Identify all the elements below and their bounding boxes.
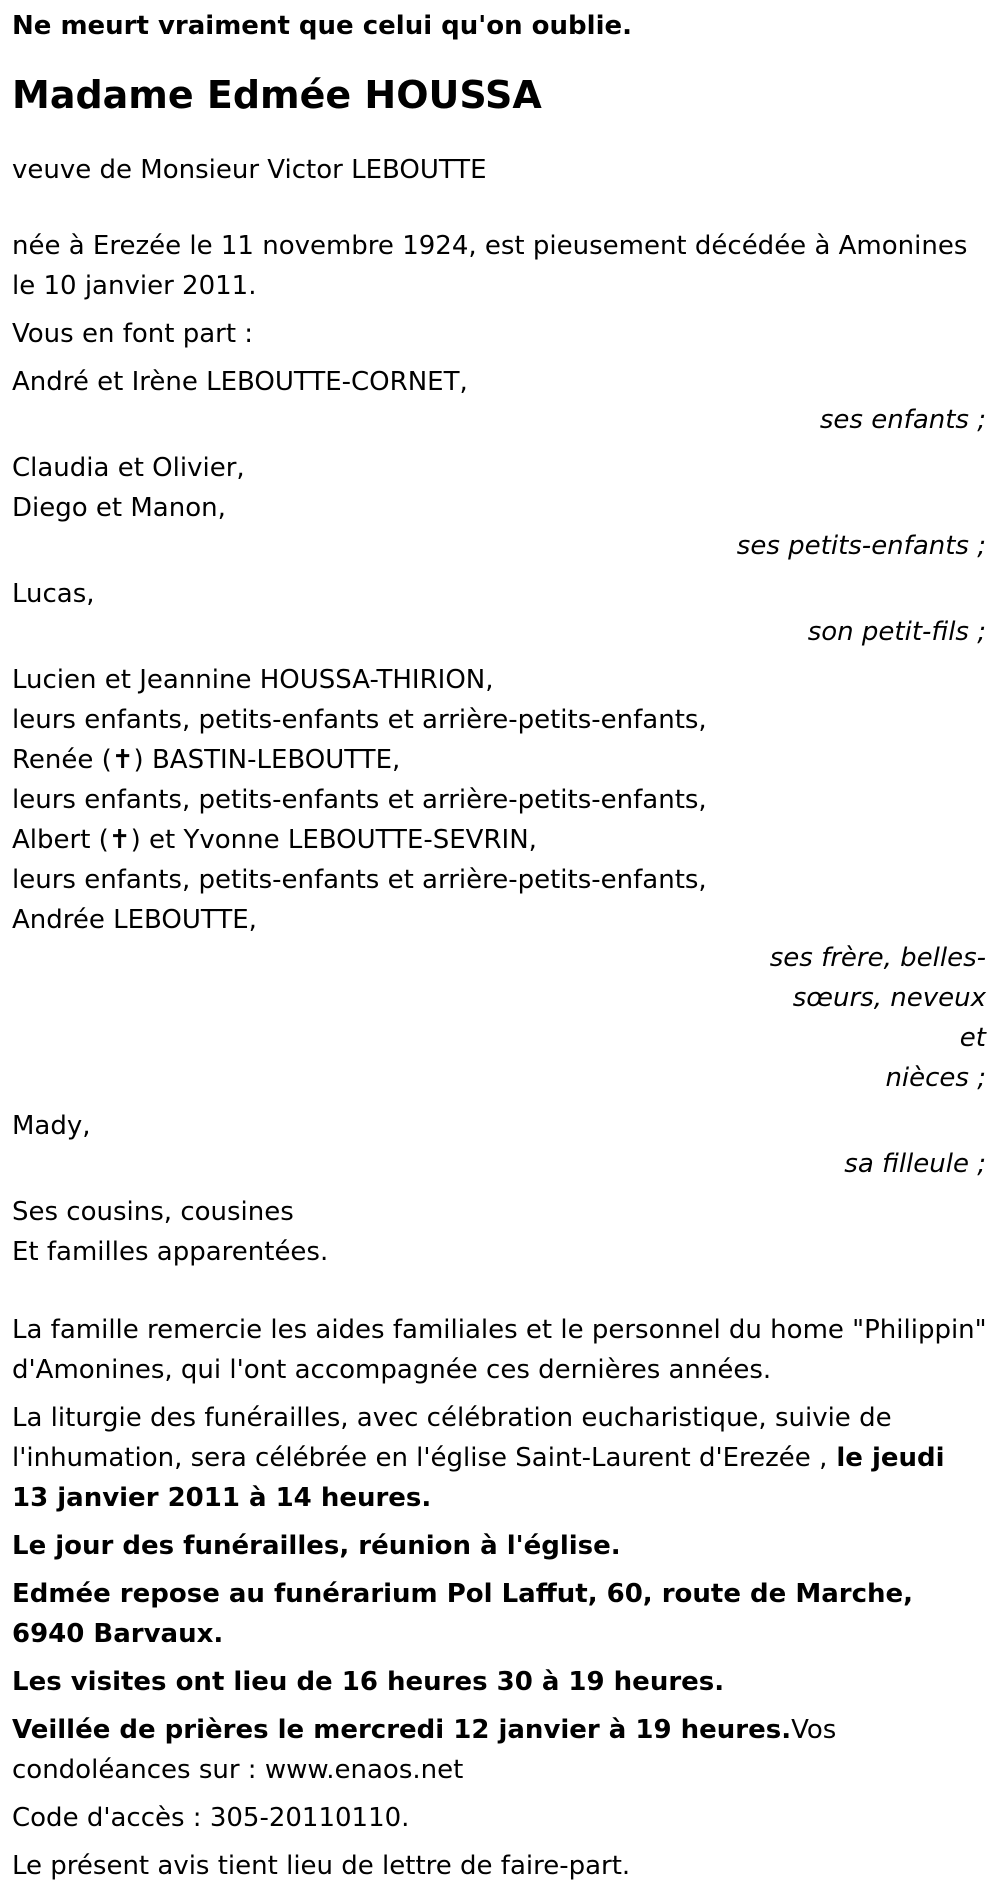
thanks-paragraph: La famille remercie les aides familiales et le personnel du home "Philippin" d'Amonines, qui l'ont accompagnée ces dernières années.: [12, 1315, 987, 1385]
grandchildren-group: [12, 448, 988, 566]
family-name-line: Andrée LEBOUTTE,: [12, 905, 257, 935]
relation-label-line: sœurs, neveux et: [792, 983, 986, 1053]
family-name-line: Lucien et Jeannine HOUSSA-THIRION,: [12, 665, 494, 695]
family-name-line: André et Irène LEBOUTTE-CORNET,: [12, 367, 468, 397]
visits-line: Les visites ont lieu de 16 heures 30 à 19 heures.: [12, 1667, 725, 1697]
family-name-line: Renée (✝) BASTIN-LEBOUTTE,: [12, 745, 401, 775]
family-name-line: Albert (✝) et Yvonne LEBOUTTE-SEVRIN,: [12, 825, 537, 855]
relation-label: ses enfants ;: [819, 405, 986, 435]
family-name-line: Claudia et Olivier,: [12, 453, 245, 483]
other-relatives: [12, 1192, 988, 1272]
grandson-group: [12, 574, 988, 652]
condolences-text: Vos condoléances sur : www.enaos.net: [12, 1715, 837, 1785]
access-code-line: Code d'accès : 305-20110110.: [12, 1803, 410, 1833]
liturgy-paragraph: [12, 1398, 988, 1518]
liturgy-date: le jeudi 13 janvier 2011 à 14 heures.: [12, 1443, 945, 1513]
relation-label: son petit-fils ;: [807, 617, 986, 647]
vigil-date: Veillée de prières le mercredi 12 janvier à 19 heures.: [12, 1715, 792, 1745]
announce-line: Vous en font part :: [12, 319, 254, 349]
relation-label: ses petits-enfants ;: [736, 531, 986, 561]
relation-label-line: ses frère, belles-: [769, 943, 986, 973]
widow-line: veuve de Monsieur Victor LEBOUTTE: [12, 155, 487, 185]
family-name-line: Lucas,: [12, 579, 95, 609]
relation-label-multiline: [766, 938, 988, 1098]
family-name-line: Mady,: [12, 1111, 91, 1141]
family-name-line: leurs enfants, petits-enfants et arrière-petits-enfants,: [12, 705, 707, 735]
birth-death-statement: [12, 226, 988, 306]
family-name-line: leurs enfants, petits-enfants et arrière-petits-enfants,: [12, 865, 707, 895]
notice-line: Le présent avis tient lieu de lettre de faire-part.: [12, 1851, 631, 1881]
relation-label: sa filleule ;: [844, 1149, 986, 1179]
family-name-line: leurs enfants, petits-enfants et arrière-petits-enfants,: [12, 785, 707, 815]
rests-paragraph: Edmée repose au funérarium Pol Laffut, 60, route de Marche, 6940 Barvaux.: [12, 1579, 914, 1649]
children-group: [12, 362, 988, 440]
motto: Ne meurt vraiment que celui qu'on oublie.: [12, 11, 632, 41]
siblings-group: [12, 660, 988, 1098]
deceased-name: Madame Edmée HOUSSA: [12, 73, 542, 117]
family-name-line: Et familles apparentées.: [12, 1237, 329, 1267]
goddaughter-group: [12, 1106, 988, 1184]
birth-death-line-2: le 10 janvier 2011.: [12, 271, 257, 301]
relation-label-line: nièces ;: [885, 1063, 986, 1093]
liturgy-text: La liturgie des funérailles, avec célébration eucharistique, suivie de l'inhumation, sera célébrée en l'église Saint-Laurent d'Erezée ,: [12, 1403, 892, 1473]
family-name-line: Ses cousins, cousines: [12, 1197, 294, 1227]
meeting-line: Le jour des funérailles, réunion à l'église.: [12, 1531, 621, 1561]
birth-death-line-1: née à Erezée le 11 novembre 1924, est pieusement décédée à Amonines: [12, 231, 968, 261]
family-name-line: Diego et Manon,: [12, 493, 226, 523]
vigil-paragraph: [12, 1710, 988, 1790]
obituary-page: [0, 8, 1000, 1881]
